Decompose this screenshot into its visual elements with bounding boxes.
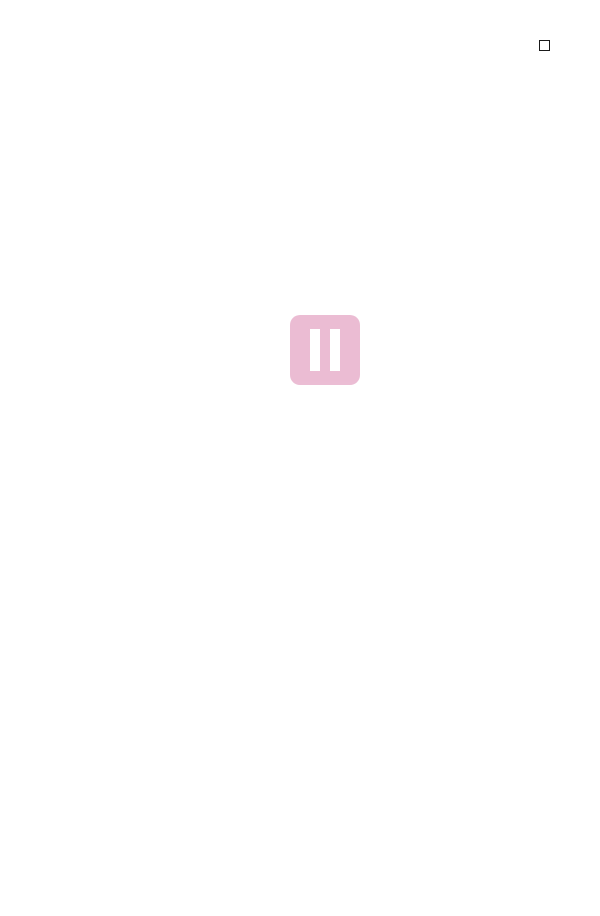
chapter-entry [62, 98, 542, 127]
watermark-logo-icon [290, 315, 360, 385]
square-bullet-icon [539, 40, 550, 51]
running-header [44, 40, 556, 51]
table-of-contents [62, 80, 542, 127]
watermark [100, 300, 540, 400]
